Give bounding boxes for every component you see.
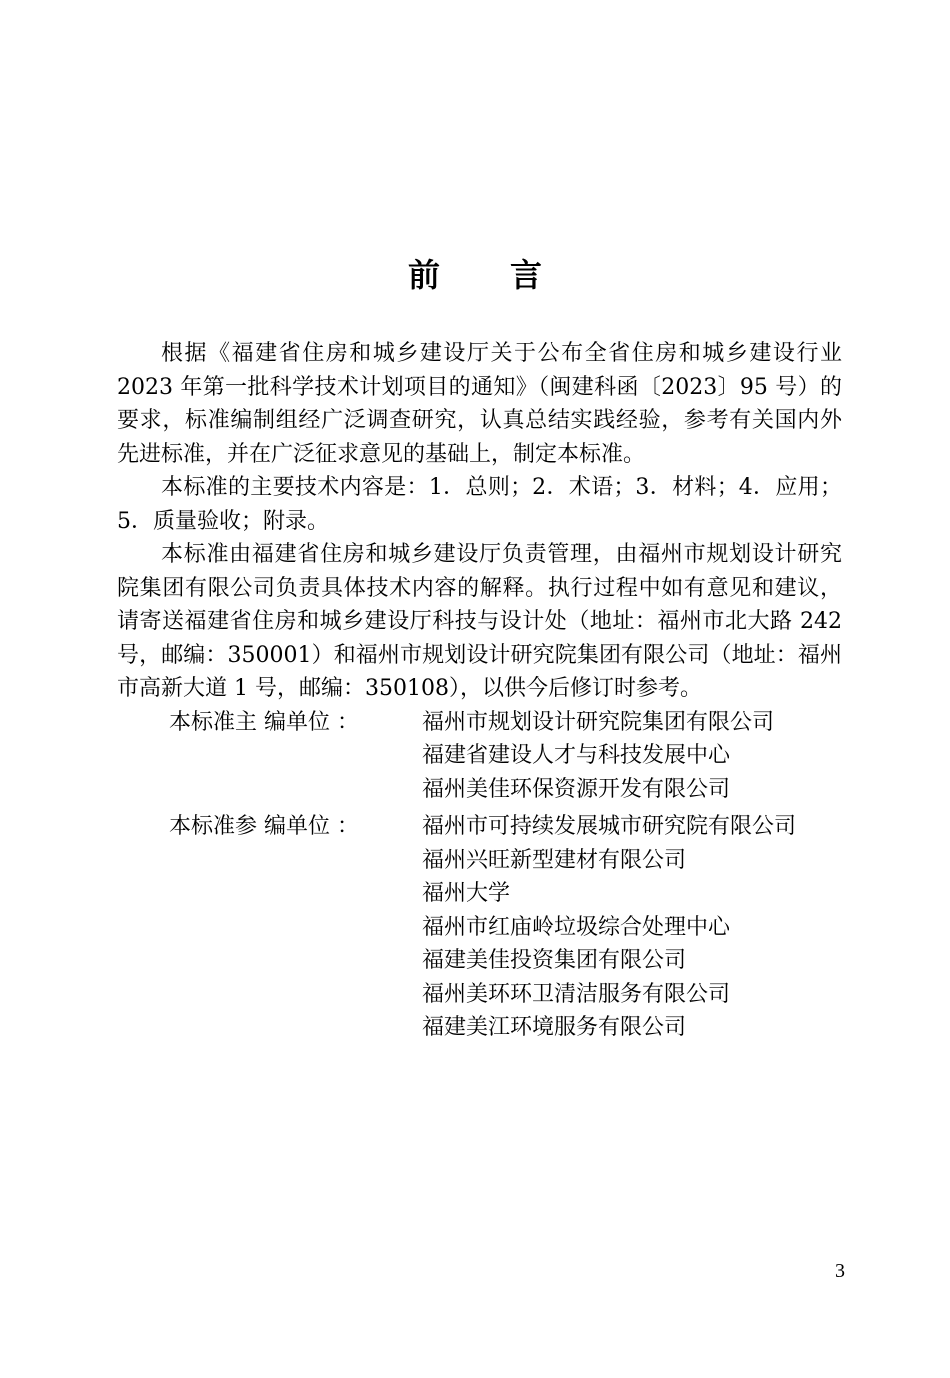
- participating-unit-item: 福州美环环卫清洁服务有限公司: [422, 981, 731, 1007]
- paragraph-management: 本标准由福建省住房和城乡建设厅负责管理，由福州市规划设计研究院集团有限公司负责具体技术内容的解释。执行过程中如有意见和建议，请寄送福建省住房和城乡建设厅科技与设计处（地址：福州市北大路 242 号，邮编：350001）和福州市规划设计研究院集团有限公司（地址：福州市高新大道 1 号，邮编：350108），以供今后修订时参考。: [117, 542, 842, 701]
- chief-units-label: 本标准主 编单位 ：: [169, 709, 359, 735]
- page-number: 3: [835, 1260, 845, 1282]
- participating-unit-item: 福州市可持续发展城市研究院有限公司: [422, 814, 797, 839]
- participating-units-list: [422, 810, 822, 1045]
- participating-unit-item: 福建美佳投资集团有限公司: [422, 948, 687, 973]
- participating-units-label: 本标准参 编单位 ：: [169, 814, 359, 839]
- chief-unit-item: 福建省建设人才与科技发展中心: [422, 743, 731, 768]
- paragraph-basis: 根据《福建省住房和城乡建设厅关于公布全省住房和城乡建设行业 2023 年第一批科学技术计划项目的通知》（闽建科函〔2023〕95 号）的要求，标准编制组经广泛调查研究，认真总结实践经验，参考有关国内外先进标准，并在广泛征求意见的基础上，制定本标准。: [117, 341, 842, 467]
- participating-unit-item: 福州市红庙岭垃圾综合处理中心: [422, 914, 731, 940]
- participating-unit-item: 福州大学: [422, 881, 511, 906]
- chief-units-block: [169, 706, 842, 807]
- participating-units-block: [169, 810, 842, 1045]
- title-char-1: 前: [407, 256, 440, 294]
- page-title: [0, 250, 950, 296]
- chief-unit-item: 福州市规划设计研究院集团有限公司: [422, 709, 775, 735]
- participating-unit-item: 福州兴旺新型建材有限公司: [422, 847, 687, 873]
- preface-body: [117, 337, 842, 1045]
- participating-unit-item: 福建美江环境服务有限公司: [422, 1015, 687, 1040]
- title-char-2: 言: [510, 256, 543, 294]
- chief-units-list: [422, 706, 822, 807]
- chief-unit-item: 福州美佳环保资源开发有限公司: [422, 776, 731, 802]
- paragraph-content: 本标准的主要技术内容是：1．总则；2．术语；3．材料；4．应用；5．质量验收；附录。: [117, 475, 842, 534]
